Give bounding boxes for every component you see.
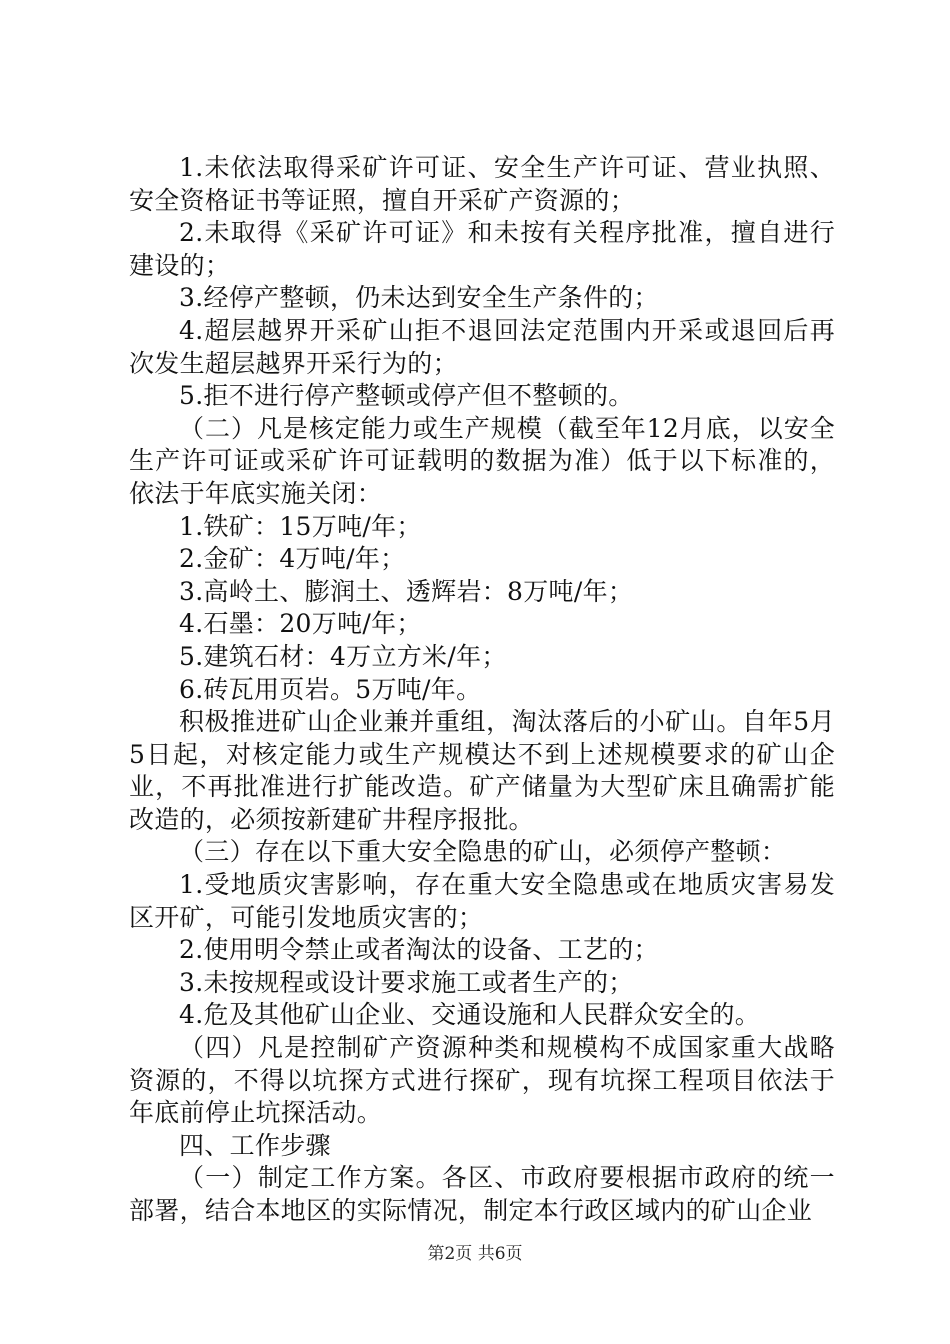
paragraph-12: 6.砖瓦用页岩。5万吨/年。 (179, 674, 482, 704)
paragraph-15: 1.受地质灾害影响，存在重大安全隐患或在地质灾害易发区开矿，可能引发地质灾害的； (129, 870, 835, 932)
paragraph-1: 1.未依法取得采矿许可证、安全生产许可证、营业执照、安全资格证书等证照，擅自开采矿产资源的； (129, 153, 835, 215)
paragraph-2: 2.未取得《采矿许可证》和未按有关程序批准，擅自进行建设的； (129, 218, 835, 280)
paragraph-10: 4.石墨：20万吨/年； (179, 609, 422, 639)
paragraph-5: 5.拒不进行停产整顿或停产但不整顿的。 (179, 381, 634, 411)
paragraph-13: 积极推进矿山企业兼并重组，淘汰落后的小矿山。自年5月5日起，对核定能力或生产规模达不到上述规模要求的矿山企业，不再批准进行扩能改造。矿产储量为大型矿床且确需扩能改造的，必须按新建矿井程序报批。 (129, 707, 835, 834)
paragraph-19: （四）凡是控制矿产资源种类和规模构不成国家重大战略资源的，不得以坑探方式进行探矿，现有坑探工程项目依法于年底前停止坑探活动。 (129, 1033, 835, 1128)
paragraph-18: 4.危及其他矿山企业、交通设施和人民群众安全的。 (179, 1000, 761, 1030)
page-footer (0, 1243, 950, 1265)
paragraph-14: （三）存在以下重大安全隐患的矿山，必须停产整顿： (179, 837, 787, 867)
paragraph-6: （二）凡是核定能力或生产规模（截至年12月底，以安全生产许可证或采矿许可证载明的数据为准）低于以下标准的，依法于年底实施关闭： (129, 413, 835, 508)
paragraph-3: 3.经停产整顿，仍未达到安全生产条件的； (179, 283, 659, 313)
paragraph-17: 3.未按规程或设计要求施工或者生产的； (179, 967, 634, 997)
paragraph-21: （一）制定工作方案。各区、市政府要根据市政府的统一部署，结合本地区的实际情况，制定本行政区域内的矿山企业 (129, 1163, 835, 1225)
paragraph-8: 2.金矿：4万吨/年； (179, 544, 406, 574)
paragraph-16: 2.使用明令禁止或者淘汰的设备、工艺的； (179, 935, 659, 965)
paragraph-7: 1.铁矿：15万吨/年； (179, 511, 422, 541)
paragraph-11: 5.建筑石材：4万立方米/年； (179, 641, 507, 671)
section-heading: 四、工作步骤 (179, 1130, 331, 1160)
paragraph-9: 3.高岭土、膨润土、透辉岩：8万吨/年； (179, 576, 634, 606)
page-number-label: 第2页 共6页 (427, 1244, 523, 1264)
paragraph-4: 4.超层越界开采矿山拒不退回法定范围内开采或退回后再次发生超层越界开采行为的； (129, 315, 835, 378)
document-body (129, 152, 835, 1228)
